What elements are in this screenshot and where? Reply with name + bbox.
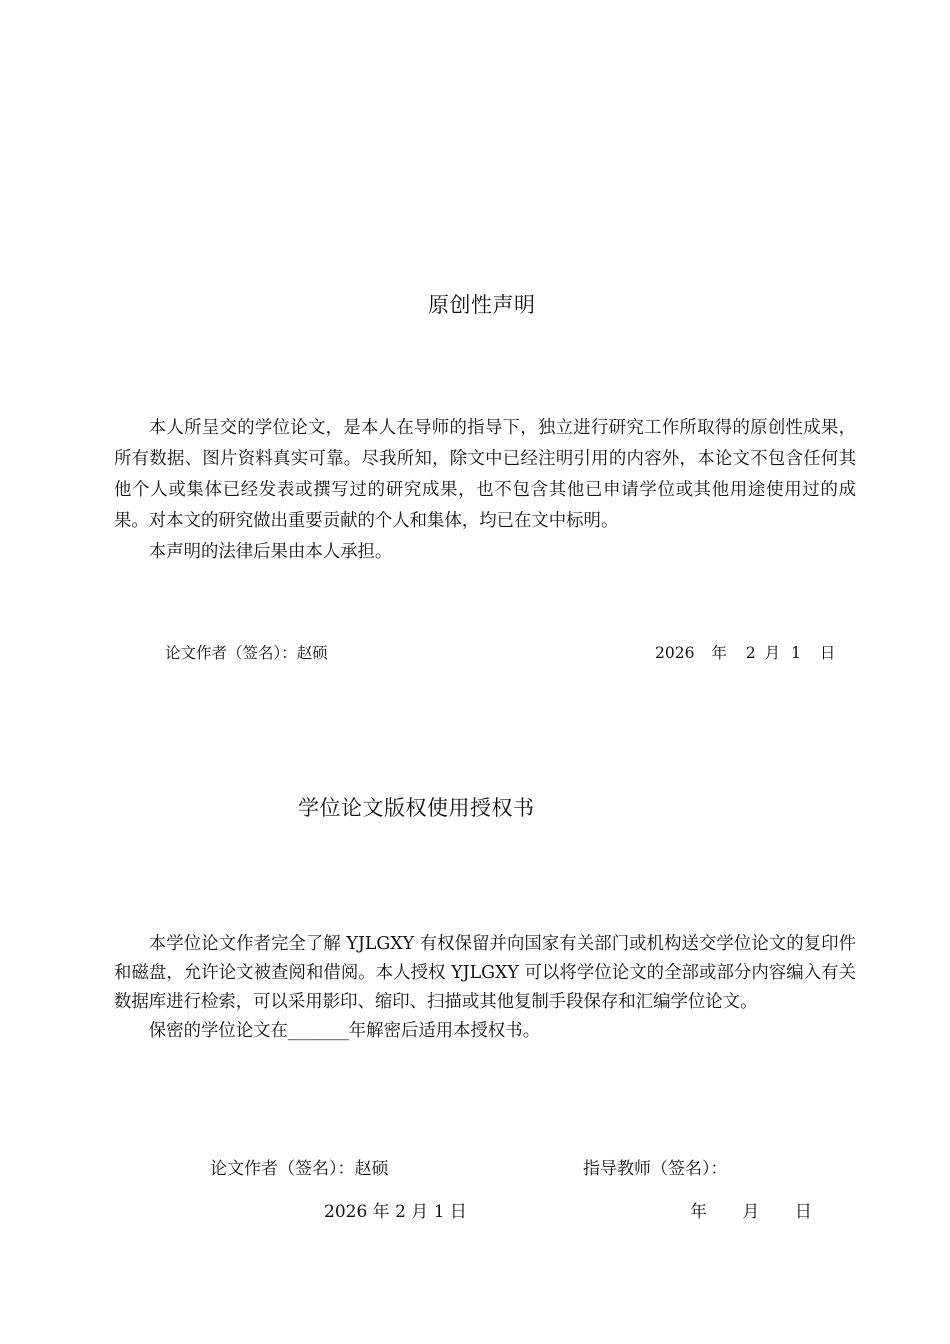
authorization-paragraph-2: 保密的学位论文在_______年解密后适用本授权书。	[148, 1021, 541, 1041]
originality-author-label: 论文作者（签名）：	[165, 644, 297, 662]
originality-date-day: 1	[791, 644, 801, 662]
supervisor-label: 指导教师（签名）：	[583, 1159, 728, 1179]
originality-author-name: 赵硕	[296, 644, 328, 662]
supervisor-date-day: 日	[794, 1202, 812, 1222]
originality-author-signature	[165, 641, 328, 663]
authorization-author-signature	[210, 1154, 389, 1179]
originality-date-day-unit: 日	[819, 644, 836, 662]
supervisor-signature	[583, 1154, 728, 1179]
supervisor-date	[690, 1197, 812, 1222]
originality-date-month-unit: 月	[764, 644, 781, 662]
originality-title: 原创性声明	[428, 293, 536, 317]
originality-paragraph-2: 本声明的法律后果由本人承担。	[148, 542, 393, 562]
supervisor-date-month: 月	[742, 1202, 760, 1222]
originality-date-month: 2	[745, 644, 756, 662]
authorization-author-label: 论文作者（签名）：	[210, 1159, 355, 1179]
originality-date	[655, 641, 835, 663]
originality-body	[114, 413, 856, 568]
authorization-paragraph-1: 本学位论文作者完全了解 YJLGXY 有权保留并向国家有关部门或机构送交学位论文的复印件和磁盘，允许论文被查阅和借阅。本人授权 YJLGXY 可以将学位论文的全部或部分内容编入有关数据库进行检索，可以采用影印、缩印、扫描或其他复制手段保存和汇编学位论文。	[114, 934, 856, 1012]
authorization-author-date: 2026 年 2 月 1 日	[324, 1202, 467, 1222]
authorization-body	[114, 930, 856, 1046]
originality-paragraph-1: 本人所呈交的学位论文，是本人在导师的指导下，独立进行研究工作所取得的原创性成果，所有数据、图片资料真实可靠。尽我所知，除文中已经注明引用的内容外，本论文不包含任何其他个人或集体已经发表或撰写过的研究成果，也不包含其他已申请学位或其他用途使用过的成果。对本文的研究做出重要贡献的个人和集体，均已在文中标明。	[114, 418, 856, 531]
supervisor-date-year: 年	[690, 1202, 707, 1222]
authorization-author-name: 赵硕	[354, 1159, 389, 1179]
originality-date-year-unit: 年	[711, 644, 727, 662]
authorization-title: 学位论文版权使用授权书	[298, 796, 535, 820]
originality-date-year: 2026	[655, 644, 695, 662]
